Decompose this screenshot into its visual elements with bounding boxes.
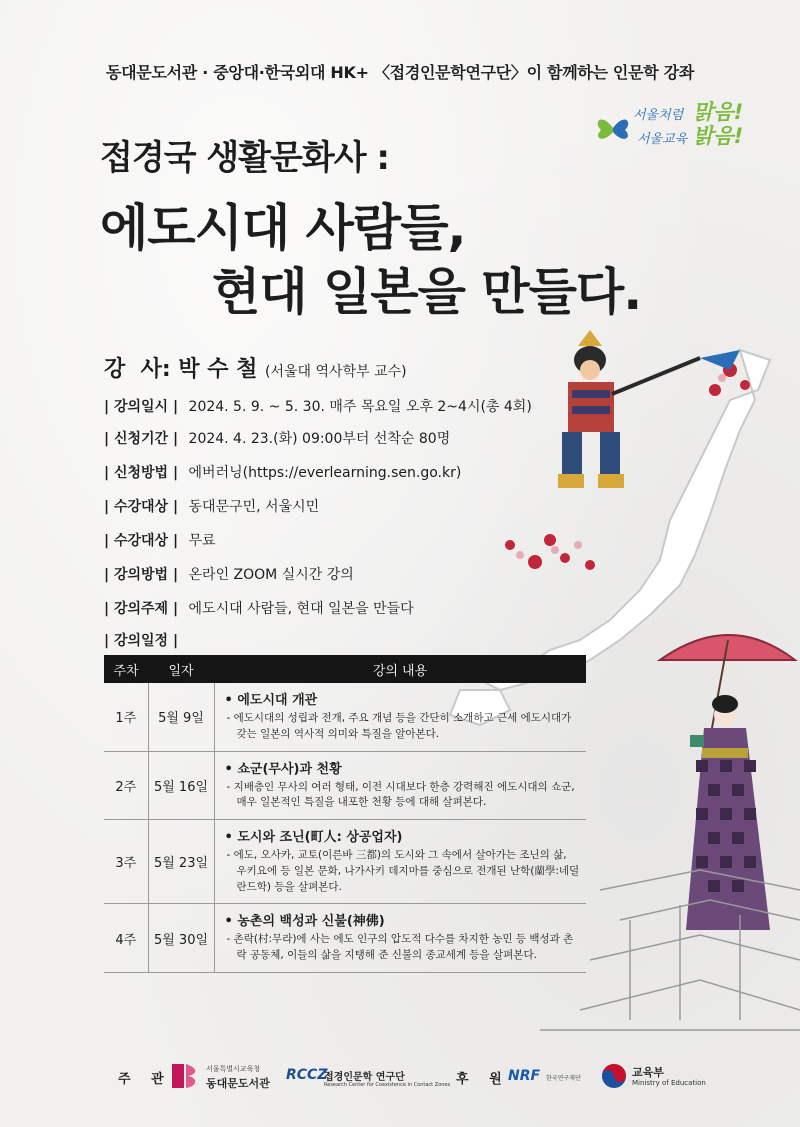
info-row-audience [104, 496, 319, 516]
date-cell: 5월 9일 [148, 683, 214, 751]
header-content: 강의 내용 [214, 655, 586, 683]
dongdaemun-library-logo-icon [170, 1062, 200, 1090]
table-row [104, 820, 586, 904]
date-cell: 5월 23일 [148, 820, 214, 904]
host1-small-text: 서울특별시교육청 [206, 1065, 261, 1073]
content-cell [214, 683, 586, 751]
content-cell [214, 751, 586, 820]
butterfly-icon [593, 108, 633, 148]
header-date: 일자 [148, 655, 214, 683]
slogan-line2-small: 서울교육 [637, 132, 688, 147]
title-line2: 에도시대 사람들, [100, 199, 466, 257]
taegeuk-icon [600, 1062, 628, 1090]
info-value: 2024. 4. 23.(화) 09:00부터 선착순 80명 [188, 431, 451, 447]
host2-subtitle: Research Center for Coexistence in Contact Zones [324, 1082, 451, 1088]
title-line3: 현대 일본을 만들다. [212, 263, 642, 321]
date-cell: 5월 16일 [148, 751, 214, 820]
lecture-description: - 촌락(村:무라)에 사는 에도 인구의 압도적 다수를 차지한 농민 등 백성과 촌락 공동체, 이들의 삶을 지탱해 준 신불의 종교세계 등을 살펴본다. [226, 933, 574, 961]
week-cell: 1주 [104, 683, 148, 751]
host1-name: 동대문도서관 [206, 1077, 270, 1090]
slogan-line1-big: 맑음! [693, 100, 744, 124]
sponsor-line: 동대문도서관 · 중앙대·한국외대 HK+ 〈접경인문학연구단〉이 함께하는 인문학 강좌 [106, 63, 694, 82]
schedule-header-row [104, 655, 586, 683]
lecturer-name: 박 수 철 [178, 357, 258, 382]
lecturer-label: 강 사: [104, 357, 171, 382]
lecture-topic: • 도시와 조닌(町人: 상공업자) [224, 830, 403, 845]
support2-name: 교육부 [632, 1066, 664, 1079]
lecturer-line [104, 352, 407, 383]
lecture-description: - 에도, 오사카, 교토(이른바 三都)의 도시와 그 속에서 살아가는 조닌의 삶, 우키요에 등 일본 문화, 나가사키 데지마를 중심으로 전개된 난학(蘭學:네덜란드학) 등을 살펴본다. [226, 849, 580, 893]
lecture-description: - 지배층인 무사의 여러 형태, 이전 시대보다 한층 강력해진 에도시대의 쇼군, 매우 일본적인 특질을 내포한 천황 등에 대해 살펴본다. [226, 780, 575, 809]
info-value: 에도시대 사람들, 현대 일본을 만들다 [188, 601, 414, 617]
lecture-topic: • 쇼군(무사)과 천황 [224, 761, 342, 777]
content-cell [214, 820, 586, 904]
info-label: | 강의일시 | [104, 399, 179, 415]
info-value: 동대문구민, 서울시민 [188, 499, 320, 515]
info-label: | 강의일정 | [104, 633, 179, 649]
rccz-logo-text: RCCZ [286, 1067, 328, 1083]
info-value: 무료 [188, 533, 216, 549]
content-cell [214, 904, 586, 973]
info-value: 온라인 ZOOM 실시간 강의 [188, 567, 354, 583]
info-row-schedule [104, 396, 532, 416]
header-week: 주차 [104, 655, 148, 683]
table-row [104, 683, 586, 751]
info-label: | 강의방법 | [104, 567, 179, 583]
week-cell: 3주 [104, 820, 148, 904]
info-row-fee [104, 530, 216, 550]
lecture-description: - 에도시대의 성립과 전개, 주요 개념 등을 간단히 소개하고 근세 에도시대가 갖는 일본의 역사적 의미와 특질을 알아본다. [226, 712, 572, 740]
info-row-application-method [104, 462, 461, 482]
info-label: | 수강대상 | [104, 499, 179, 515]
info-label: | 신청방법 | [104, 465, 179, 481]
lecture-topic: • 농촌의 백성과 신불(神佛) [224, 914, 385, 930]
table-row [104, 904, 586, 973]
title-line1: 접경국 생활문화사 : [100, 138, 390, 178]
info-row-topic [104, 598, 414, 618]
support2-subtitle: Ministry of Education [632, 1079, 706, 1087]
info-label: | 수강대상 | [104, 533, 179, 549]
info-row-method [104, 564, 354, 584]
info-row-application-period [104, 428, 450, 448]
date-cell: 5월 30일 [148, 904, 214, 973]
lecturer-affiliation: (서울대 역사학부 교수) [265, 364, 407, 380]
week-cell: 2주 [104, 751, 148, 820]
slogan-line2-big: 밝음! [693, 124, 744, 148]
week-cell: 4주 [104, 904, 148, 973]
info-row-lecture-schedule [104, 630, 178, 650]
support-label: 후 원 [456, 1072, 510, 1087]
seoul-education-slogan-logo [593, 102, 763, 158]
info-value: 에버러닝(https://everlearning.sen.go.kr) [188, 465, 462, 481]
nrf-logo-text: NRF [508, 1068, 541, 1084]
slogan-line1-small: 서울처럼 [633, 108, 684, 123]
info-label: | 강의주제 | [104, 601, 179, 617]
info-value: 2024. 5. 9. ~ 5. 30. 매주 목요일 오후 2~4시(총 4회) [188, 399, 532, 415]
table-row [104, 751, 586, 820]
host2-name: 접경인문학 연구단 [324, 1072, 405, 1083]
support1-name: 한국연구재단 [546, 1075, 581, 1082]
footer-organizers [0, 1042, 800, 1112]
info-label: | 신청기간 | [104, 431, 179, 447]
lecture-topic: • 에도시대 개관 [224, 693, 318, 708]
parasol-woman-figure [660, 635, 795, 930]
host-label: 주 관 [118, 1072, 172, 1087]
schedule-table [104, 655, 586, 973]
